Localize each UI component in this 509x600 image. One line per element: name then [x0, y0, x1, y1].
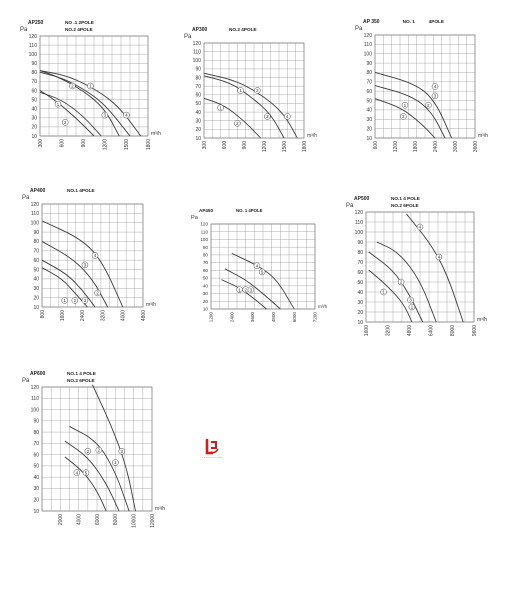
y-tick-label: 80	[366, 70, 372, 77]
y-tick-label: 50	[202, 275, 208, 281]
legend-entry: NO.1 4 POLE	[67, 371, 96, 376]
y-tick-label: 100	[30, 220, 39, 227]
y-axis-label: Pa	[191, 215, 198, 221]
x-tick-label: 1600	[363, 325, 370, 337]
x-axis-label: m³/h	[146, 302, 156, 308]
curve-marker-label: 5	[260, 269, 264, 275]
y-tick-label: 60	[31, 88, 37, 95]
y-tick-label: 50	[31, 97, 37, 104]
y-tick-label: 10	[202, 306, 208, 312]
y-tick-label: 70	[195, 83, 201, 90]
curve-marker-label: 3	[249, 287, 253, 293]
curve-marker-label: 2	[427, 102, 430, 108]
x-axis-label: m³/h	[477, 317, 487, 323]
y-tick-label: 80	[33, 239, 39, 246]
legend-entry: NO.1 4 POLE	[391, 196, 420, 201]
curve-marker-label: 1	[114, 460, 117, 466]
x-tick-label: 800	[39, 310, 46, 319]
y-tick-label: 120	[30, 384, 39, 391]
y-tick-label: 30	[195, 118, 201, 125]
legend-entry: NO.2 6POLE	[67, 378, 95, 383]
y-tick-label: 120	[28, 33, 37, 40]
curve-marker-label: 1	[56, 101, 60, 107]
y-tick-label: 60	[33, 452, 39, 459]
chart-title: AP250	[28, 20, 44, 26]
y-tick-label: 40	[195, 109, 201, 116]
chart-title: AP300	[192, 27, 208, 33]
x-tick-label: 2400	[229, 312, 235, 323]
y-tick-label: 40	[366, 107, 372, 114]
brand-logo	[200, 436, 224, 462]
y-tick-label: 90	[31, 61, 37, 68]
x-tick-label: 4000	[76, 514, 83, 526]
legend-entry: NO .1 2POLE	[65, 20, 94, 25]
y-tick-label: 40	[357, 289, 363, 296]
x-axis-label: m³/h	[318, 304, 328, 309]
y-tick-label: 30	[202, 291, 208, 297]
y-tick-label: 60	[33, 257, 39, 264]
y-tick-label: 20	[357, 309, 363, 316]
x-tick-label: 9600	[471, 325, 478, 337]
chart-title: AP500	[354, 196, 370, 202]
y-tick-label: 20	[195, 127, 201, 134]
curve-marker-label: 1	[382, 289, 385, 295]
x-tick-label: 1200	[392, 141, 399, 153]
y-tick-label: 30	[31, 115, 37, 122]
chart-4	[22, 188, 156, 321]
x-tick-label: 7200	[312, 312, 318, 323]
x-tick-label: 2400	[432, 141, 439, 153]
y-tick-label: 40	[202, 283, 208, 289]
y-tick-label: 120	[192, 40, 201, 47]
y-tick-label: 80	[202, 252, 208, 258]
y-tick-label: 20	[33, 497, 39, 504]
x-tick-label: 4800	[406, 325, 413, 337]
y-tick-label: 110	[31, 396, 39, 403]
y-tick-label: 100	[354, 229, 363, 236]
y-axis-label: Pa	[346, 203, 354, 209]
y-tick-label: 90	[33, 229, 39, 236]
y-tick-label: 80	[357, 249, 363, 256]
x-tick-label: 900	[241, 141, 248, 150]
y-tick-label: 50	[366, 98, 372, 105]
x-tick-label: 8000	[113, 514, 120, 526]
y-tick-label: 80	[31, 70, 37, 77]
y-tick-label: 90	[202, 244, 208, 250]
chart-1	[20, 20, 161, 150]
chart-6	[346, 196, 487, 336]
legend-entry: NO.2 4POLE	[229, 27, 257, 32]
x-tick-label: 3600	[250, 312, 256, 323]
y-tick-label: 30	[357, 299, 363, 306]
x-axis-label: m³/h	[155, 506, 165, 512]
x-tick-label: 1500	[281, 141, 288, 153]
y-tick-label: 100	[192, 58, 201, 65]
y-tick-label: 50	[33, 463, 39, 470]
x-tick-label: 1800	[301, 141, 308, 153]
y-tick-label: 120	[30, 201, 39, 208]
y-tick-label: 60	[357, 269, 363, 276]
y-tick-label: 10	[31, 133, 37, 140]
y-tick-label: 10	[33, 304, 39, 311]
y-tick-label: 10	[357, 319, 363, 326]
x-tick-label: 4800	[140, 310, 147, 322]
x-axis-label: m³/h	[151, 131, 161, 137]
legend-entry: NO.2 4POLE	[65, 27, 93, 32]
y-tick-label: 10	[366, 135, 372, 142]
curve-marker-label: 2	[73, 298, 77, 304]
y-tick-label: 60	[202, 267, 208, 273]
legend-entry: 4POLE	[428, 19, 444, 24]
curve-marker-label: 5	[84, 470, 88, 476]
y-tick-label: 90	[366, 60, 372, 67]
x-tick-label: 600	[372, 141, 379, 150]
y-tick-label: 70	[366, 79, 372, 86]
x-tick-label: 1500	[124, 139, 131, 151]
y-tick-label: 110	[200, 229, 208, 235]
y-tick-label: 70	[202, 260, 208, 266]
x-tick-label: 1600	[59, 310, 66, 322]
y-tick-label: 10	[33, 508, 39, 515]
x-tick-label: 8000	[450, 325, 457, 337]
y-tick-label: 30	[33, 486, 39, 493]
x-tick-label: 3200	[385, 325, 392, 337]
curve-marker-label: 4	[75, 470, 79, 476]
y-tick-label: 100	[30, 407, 39, 414]
x-tick-label: 3200	[100, 310, 107, 322]
legend-entry: NO.2 6POLE	[391, 203, 419, 208]
x-tick-label: 600	[221, 141, 228, 150]
x-tick-label: 12000	[149, 514, 156, 528]
curve-marker-label: 1	[239, 88, 242, 94]
y-tick-label: 120	[354, 209, 363, 216]
y-tick-label: 120	[200, 221, 208, 227]
y-tick-label: 70	[33, 441, 39, 448]
x-tick-label: 300	[37, 139, 44, 148]
y-tick-label: 30	[366, 117, 372, 124]
curve-marker-label: 1	[238, 287, 241, 293]
y-axis-label: Pa	[20, 27, 28, 33]
curve-marker-label: 2	[399, 279, 403, 285]
curve-marker-label: 2	[244, 287, 247, 293]
chart-7	[22, 371, 165, 528]
y-axis-label: Pa	[22, 378, 30, 384]
x-axis-label: m³/h	[478, 133, 488, 139]
curve-marker-label: 2	[97, 447, 101, 453]
x-tick-label: 2000	[58, 514, 65, 526]
curve-marker-label: 3	[103, 112, 106, 118]
y-tick-label: 60	[366, 88, 372, 95]
x-tick-label: 1200	[102, 139, 109, 151]
curve-marker-label: 4	[433, 84, 437, 90]
y-tick-label: 100	[363, 51, 372, 58]
legend-entry: NO. 1	[402, 19, 415, 24]
y-tick-label: 20	[366, 126, 372, 133]
curve-marker-label: 1	[63, 298, 66, 304]
y-tick-label: 110	[31, 211, 39, 218]
curve-marker-label: 1	[410, 304, 414, 310]
curve-marker-label: 2	[402, 114, 405, 120]
curve-marker-label: 4	[93, 253, 97, 259]
y-tick-label: 50	[195, 101, 201, 108]
y-tick-label: 20	[31, 124, 37, 131]
y-tick-label: 50	[357, 279, 363, 286]
y-tick-label: 80	[33, 429, 39, 436]
curve-marker-label: 2	[86, 448, 90, 454]
y-tick-label: 30	[33, 286, 39, 293]
curve-marker-label: 4	[255, 263, 259, 269]
x-tick-label: 6400	[428, 325, 435, 337]
y-tick-label: 40	[33, 276, 39, 283]
y-tick-label: 70	[31, 79, 37, 86]
x-tick-label: 300	[201, 141, 208, 150]
x-axis-label: m³/h	[307, 133, 317, 139]
chart-2	[184, 27, 317, 152]
curve-marker-label: 4	[286, 114, 289, 120]
curve-marker-label: 2	[256, 88, 259, 94]
y-tick-label: 20	[202, 298, 208, 304]
y-tick-label: 100	[28, 51, 37, 58]
y-tick-label: 90	[357, 239, 363, 246]
y-axis-label: Pa	[184, 34, 192, 40]
y-tick-label: 60	[195, 92, 201, 99]
svg-text:~~~~~~~~~~: ~~~~~~~~~~	[201, 456, 223, 459]
chart-5	[191, 208, 328, 322]
curve-marker-label: 1	[219, 105, 222, 111]
curve-marker-label: 3	[266, 114, 269, 120]
y-tick-label: 110	[29, 42, 37, 49]
legend-entry: NO. 1 4POLE	[236, 208, 263, 213]
curve-marker-label: 2	[64, 119, 67, 125]
y-tick-label: 70	[33, 248, 39, 255]
curve-marker-label: 2	[236, 120, 239, 126]
chart-title: AP400	[30, 188, 46, 194]
curve-marker-label: 3	[433, 93, 437, 99]
y-axis-label: Pa	[355, 26, 363, 32]
y-tick-label: 90	[195, 66, 201, 73]
y-tick-label: 40	[31, 106, 37, 113]
x-tick-label: 1200	[208, 312, 214, 323]
chart-3	[355, 19, 488, 152]
curve-marker-label: 4	[125, 112, 128, 118]
x-tick-label: 600	[59, 139, 66, 148]
y-tick-label: 20	[33, 295, 39, 302]
y-tick-label: 10	[195, 135, 201, 142]
chart-title: AP 350	[363, 19, 380, 25]
x-tick-label: 2400	[80, 310, 87, 322]
curve-marker-label: 1	[403, 102, 407, 108]
curve-marker-label: 2	[71, 83, 74, 89]
y-tick-label: 110	[355, 219, 363, 226]
y-tick-label: 110	[193, 49, 201, 56]
y-axis-label: Pa	[22, 195, 30, 201]
x-tick-label: 3000	[452, 141, 459, 153]
x-tick-label: 4000	[120, 310, 127, 322]
x-tick-label: 900	[80, 139, 87, 148]
chart-title: AP600	[30, 371, 46, 377]
x-tick-label: 6000	[291, 312, 297, 323]
y-tick-label: 120	[363, 32, 372, 39]
x-tick-label: 1200	[261, 141, 268, 153]
y-tick-label: 70	[357, 259, 363, 266]
chart-title: AP450	[199, 208, 214, 213]
x-tick-label: 3600	[472, 141, 479, 153]
y-tick-label: 40	[33, 474, 39, 481]
legend-entry: NO.1 4POLE	[67, 188, 95, 193]
curve-marker-label: 1	[89, 83, 92, 89]
curve-marker-label: 3	[409, 297, 412, 303]
curve-marker-label: 2	[96, 290, 99, 296]
x-tick-label: 4800	[271, 312, 277, 323]
curve-marker-label: 3	[83, 262, 87, 268]
y-tick-label: 100	[200, 237, 208, 243]
x-tick-label: 1800	[145, 139, 152, 151]
curve-marker-label: 3	[120, 448, 123, 454]
x-tick-label: 1800	[412, 141, 419, 153]
y-tick-label: 90	[33, 418, 39, 425]
y-tick-label: 80	[195, 75, 201, 82]
y-tick-label: 110	[364, 42, 372, 49]
x-tick-label: 10000	[131, 514, 138, 528]
y-tick-label: 50	[33, 267, 39, 274]
x-tick-label: 6000	[94, 514, 101, 526]
curve-marker-label: 4	[437, 254, 441, 260]
curve-marker-label: 4	[418, 224, 422, 230]
curve-marker-label: 3	[83, 298, 87, 304]
